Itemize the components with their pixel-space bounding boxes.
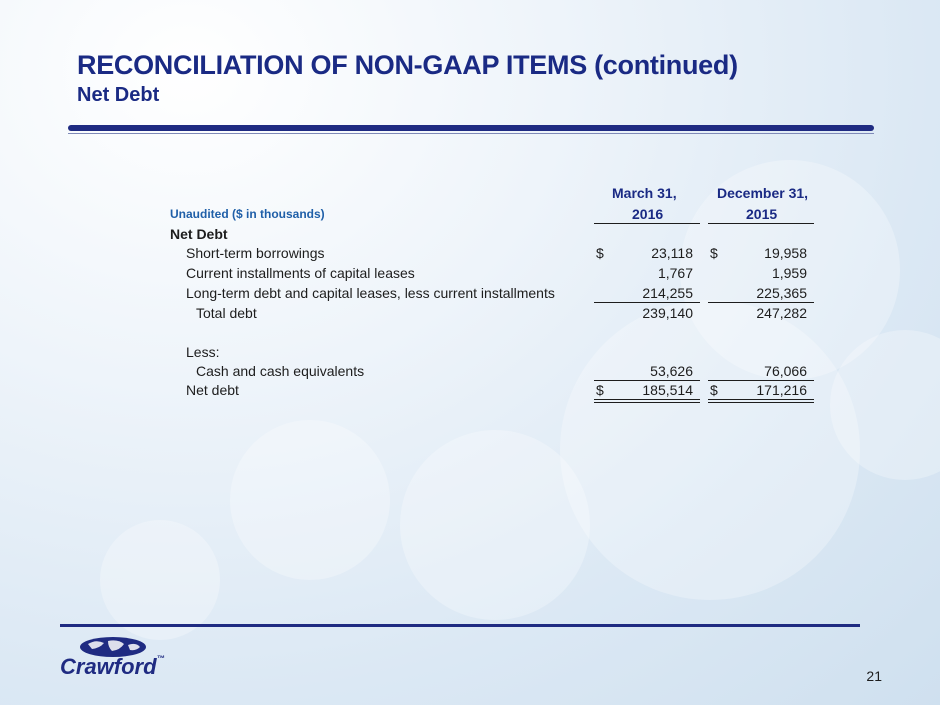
row-value-mar-2016: 214,255 bbox=[642, 285, 693, 301]
col2-header-line1: December 31, bbox=[717, 185, 809, 201]
row-value-mar-2016: 1,767 bbox=[657, 265, 693, 281]
col1-header-line1: March 31, bbox=[612, 185, 677, 201]
bottom-rule bbox=[60, 624, 860, 627]
row-label-long-term-debt: Long-term debt and capital leases, less current installments bbox=[186, 285, 555, 301]
col1-header-underline bbox=[594, 223, 700, 224]
subtotal-underline bbox=[594, 302, 700, 303]
row-label-capital-leases: Current installments of capital leases bbox=[186, 265, 415, 281]
row-value-dec-2015: 1,959 bbox=[771, 265, 807, 281]
slide-subtitle: Net Debt bbox=[77, 84, 160, 106]
subtotal-underline bbox=[594, 380, 700, 381]
total-double-underline bbox=[594, 399, 700, 403]
row-value-mar-2016: 53,626 bbox=[650, 363, 693, 379]
row-value-dec-2015: 225,365 bbox=[756, 285, 807, 301]
row-value-dec-2015: 247,282 bbox=[756, 305, 807, 321]
row-value-dec-2015: 19,958 bbox=[764, 245, 807, 261]
col2-header-underline bbox=[708, 223, 814, 224]
currency-sign: $ bbox=[710, 245, 718, 261]
row-value-dec-2015: 76,066 bbox=[764, 363, 807, 379]
currency-sign: $ bbox=[596, 382, 604, 398]
subtotal-underline bbox=[708, 302, 814, 303]
row-value-mar-2016: 185,514 bbox=[642, 382, 693, 398]
row-label-cash: Cash and cash equivalents bbox=[196, 363, 365, 379]
subtotal-underline bbox=[708, 380, 814, 381]
col2-header-line2: 2015 bbox=[746, 206, 778, 222]
page-number: 21 bbox=[866, 668, 882, 684]
row-value-dec-2015: 171,216 bbox=[756, 382, 807, 398]
currency-sign: $ bbox=[710, 382, 718, 398]
row-label-less: Less: bbox=[186, 344, 220, 360]
col1-header-line2: 2016 bbox=[632, 206, 664, 222]
section-label: Net Debt bbox=[170, 226, 228, 242]
brand-name bbox=[60, 654, 165, 680]
total-double-underline bbox=[708, 399, 814, 403]
unit-label: Unaudited ($ in thousands) bbox=[170, 207, 325, 221]
slide-title: RECONCILIATION OF NON-GAAP ITEMS (continued) bbox=[77, 50, 738, 80]
row-value-mar-2016: 239,140 bbox=[642, 305, 693, 321]
row-label-total-debt: Total debt bbox=[196, 305, 257, 321]
row-label-short-term-borrowings: Short-term borrowings bbox=[186, 245, 325, 261]
brand-trademark: ™ bbox=[156, 654, 165, 663]
row-value-mar-2016: 23,118 bbox=[651, 245, 693, 261]
brand-name-text: Crawford bbox=[60, 654, 157, 679]
row-label-net-debt: Net debt bbox=[186, 382, 239, 398]
currency-sign: $ bbox=[596, 245, 604, 261]
